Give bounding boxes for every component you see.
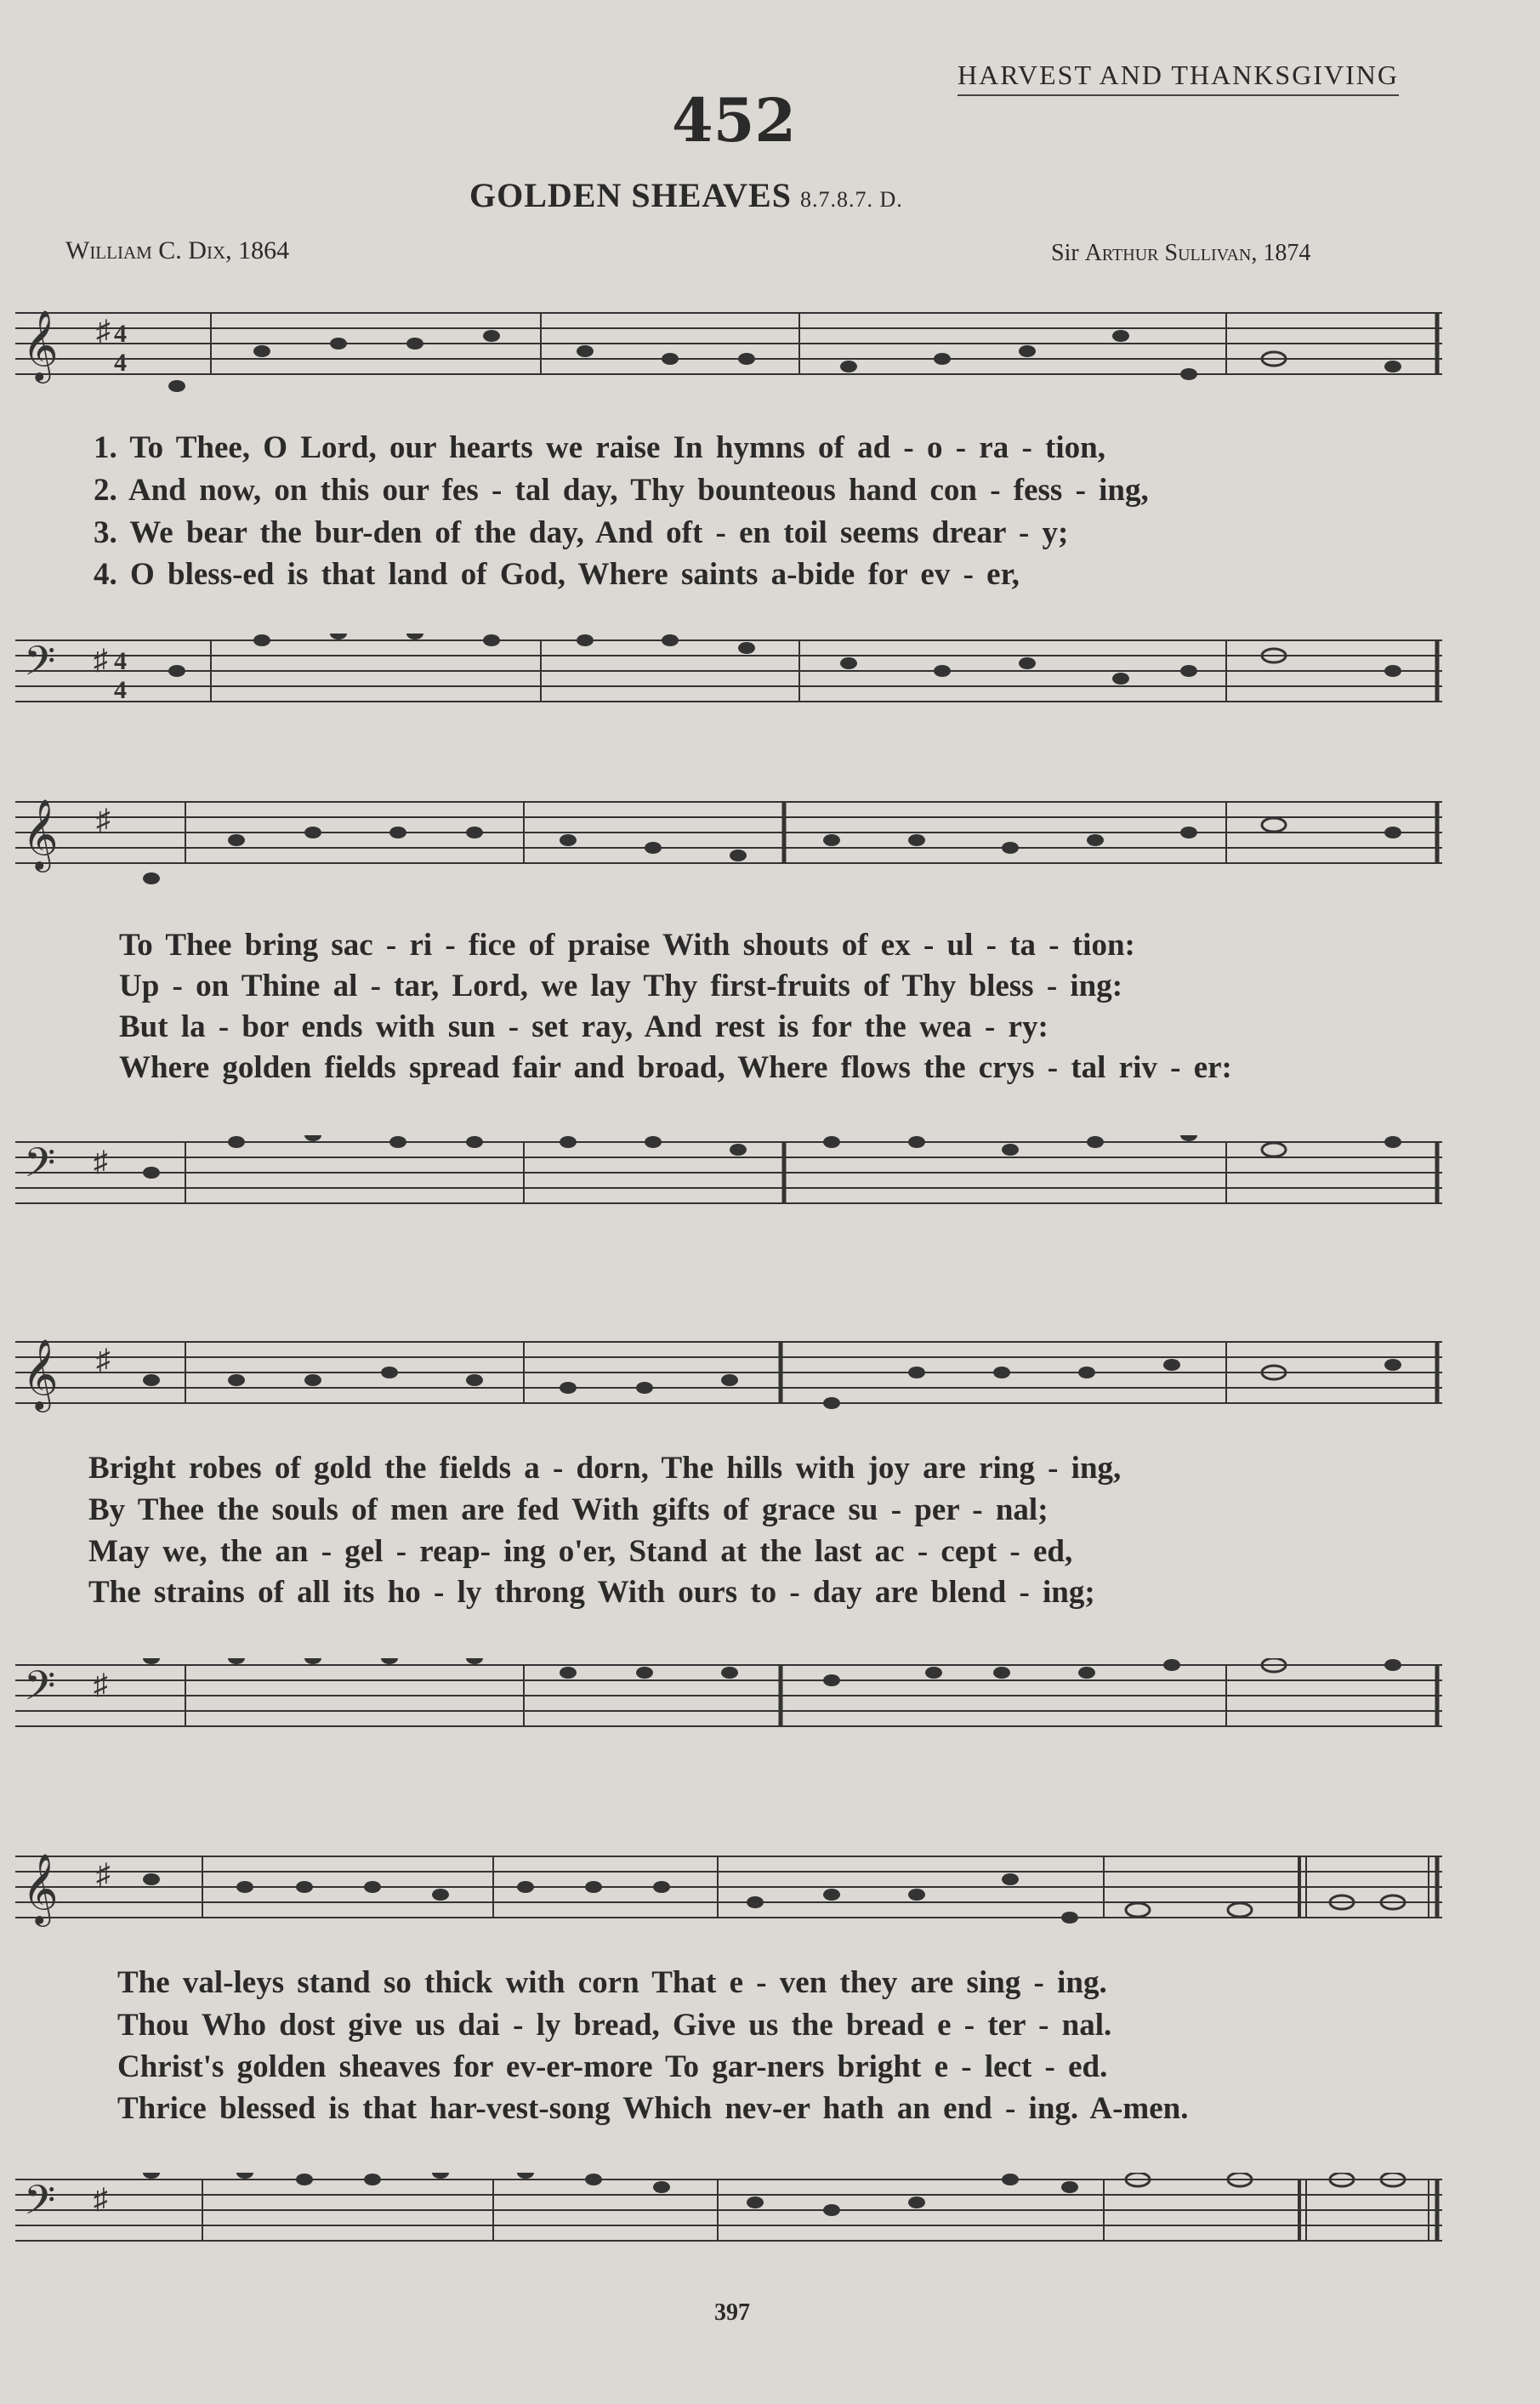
bass-staff-icon — [15, 1135, 1442, 1246]
lyric-line: Thou Who dost give us dai - ly bread, Give us the bread e - ter - nal. — [117, 2008, 1112, 2043]
lyric-line: Christ's golden sheaves for ev-er-more To gar-ners bright e - lect - ed. — [117, 2049, 1108, 2084]
lyric-line: By Thee the souls of men are fed With gifts of grace su - per - nal; — [88, 1492, 1048, 1527]
svg-text:4: 4 — [114, 647, 127, 675]
svg-text:4: 4 — [114, 349, 127, 377]
treble-staff-icon — [15, 1335, 1442, 1446]
lyric-line: Thrice blessed is that har-vest-song Which nev-er hath an end - ing. A-men. — [117, 2091, 1189, 2126]
section-heading: HARVEST AND THANKSGIVING — [958, 60, 1399, 96]
svg-text:♯: ♯ — [94, 1146, 108, 1178]
lyric-line: 2. And now, on this our fes - tal day, Thy bounteous hand con - fess - ing, — [94, 473, 1149, 508]
lyric-line: But la - bor ends with sun - set ray, And rest is for the wea - ry: — [119, 1009, 1048, 1044]
svg-text:♯: ♯ — [94, 1669, 108, 1701]
svg-text:𝄢: 𝄢 — [24, 1663, 56, 1719]
lyric-line: 4. O bless-ed is that land of God, Where saints a-bide for ev - er, — [94, 557, 1020, 592]
svg-text:𝄢: 𝄢 — [24, 1140, 56, 1196]
svg-text:♯: ♯ — [96, 1859, 111, 1890]
bass-staff-icon — [15, 1658, 1442, 1769]
lyric-line: Where golden fields spread fair and broad, Where flows the crys - tal riv - er: — [119, 1050, 1232, 1085]
page-number: 397 — [714, 2299, 750, 2326]
lyric-line: 3. We bear the bur-den of the day, And oft - en toil seems drear - y; — [94, 515, 1069, 550]
treble-staff-icon — [15, 306, 1442, 417]
svg-text:𝄞: 𝄞 — [22, 1340, 59, 1408]
svg-text:♯: ♯ — [94, 2184, 108, 2215]
lyric-line: The val-leys stand so thick with corn That e - ven they are sing - ing. — [117, 1965, 1107, 2000]
svg-text:𝄢: 𝄢 — [24, 639, 56, 694]
svg-text:𝄞: 𝄞 — [22, 800, 59, 868]
bass-staff-icon — [15, 634, 1442, 744]
lyric-line: To Thee bring sac - ri - fice of praise With shouts of ex - ul - ta - tion: — [119, 928, 1135, 963]
hymn-number: 452 — [672, 85, 797, 156]
treble-staff-icon — [15, 1850, 1442, 1960]
lyric-line: Bright robes of gold the fields a - dorn, The hills with joy are ring - ing, — [88, 1451, 1122, 1486]
tune-title — [469, 175, 903, 215]
svg-text:♯: ♯ — [96, 804, 111, 836]
svg-text:𝄞: 𝄞 — [22, 311, 59, 379]
meter: 8.7.8.7. D. — [799, 187, 903, 212]
composer-credit — [1051, 240, 1310, 267]
svg-text:𝄞: 𝄞 — [22, 1855, 59, 1923]
svg-text:♯: ♯ — [96, 315, 111, 347]
svg-text:𝄢: 𝄢 — [24, 2178, 56, 2233]
svg-text:♯: ♯ — [96, 1344, 111, 1376]
svg-text:♯: ♯ — [94, 645, 108, 676]
composer-name: Arthur Sullivan, 1874 — [1084, 240, 1311, 266]
bass-staff-icon — [15, 2173, 1442, 2283]
lyric-line: The strains of all its ho - ly throng With ours to - day are blend - ing; — [88, 1575, 1095, 1610]
svg-text:4: 4 — [114, 676, 127, 704]
lyric-line: 1. To Thee, O Lord, our hearts we raise In hymns of ad - o - ra - tion, — [94, 430, 1105, 465]
treble-staff-icon — [15, 795, 1442, 906]
author-credit: William C. Dix, 1864 — [65, 236, 290, 264]
tune-name: GOLDEN SHEAVES — [469, 176, 792, 214]
lyric-line: May we, the an - gel - reap- ing o'er, Stand at the last ac - cept - ed, — [88, 1534, 1073, 1569]
lyric-line: Up - on Thine al - tar, Lord, we lay Thy first-fruits of Thy bless - ing: — [119, 969, 1123, 1003]
svg-text:4: 4 — [114, 320, 127, 348]
composer-prefix: Sir — [1051, 240, 1079, 266]
